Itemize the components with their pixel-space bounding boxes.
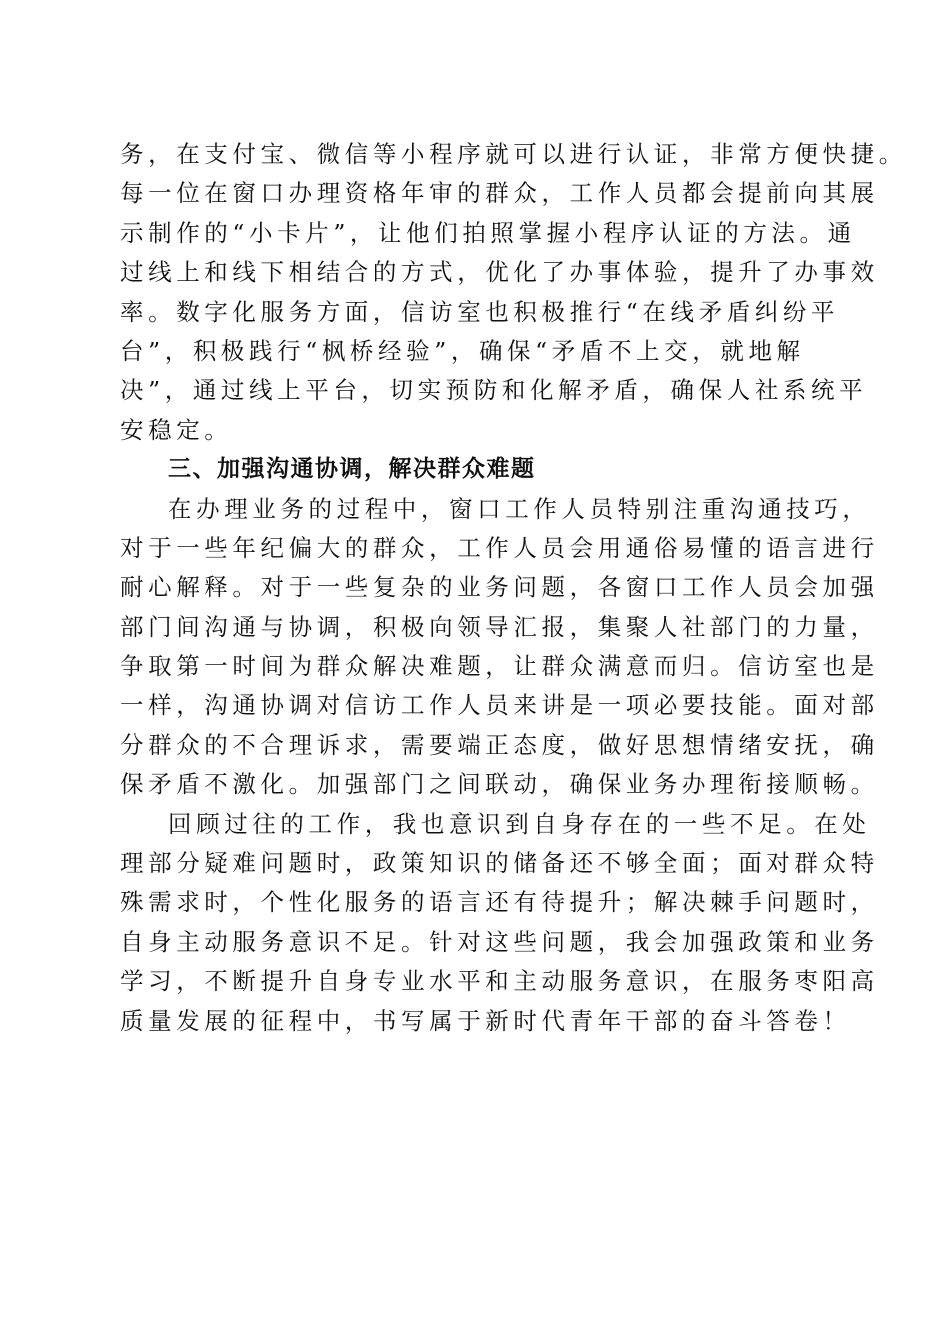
paragraph-reflection xyxy=(120,805,879,1041)
text-line: 对于一些年纪偏大的群众，工作人员会用通俗易懂的语言进行 xyxy=(120,533,879,562)
text-line: 争取第一时间为群众解决难题，让群众满意而归。信访室也是 xyxy=(120,652,879,681)
text-line: 理部分疑难问题时，政策知识的储备还不够全面；面对群众特 xyxy=(120,849,879,878)
text-line: 决”，通过线上平台，切实预防和化解矛盾，确保人社系统平 xyxy=(120,376,868,405)
text-line: 学习，不断提升自身专业水平和主动服务意识，在服务枣阳高 xyxy=(120,967,879,996)
text-line: 分群众的不合理诉求，需要端正态度，做好思想情绪安抚，确 xyxy=(120,730,879,759)
text-line: 保矛盾不激化。加强部门之间联动，确保业务办理衔接顺畅。 xyxy=(120,770,879,799)
text-line: 在办理业务的过程中，窗口工作人员特别注重沟通技巧， xyxy=(168,494,871,523)
text-line: 殊需求时，个性化服务的语言还有待提升；解决棘手问题时， xyxy=(120,888,879,917)
text-line: 台”，积极践行“枫桥经验”，确保“矛盾不上交，就地解 xyxy=(120,336,805,365)
text-line: 一样，沟通协调对信访工作人员来讲是一项必要技能。面对部 xyxy=(120,691,879,720)
text-line: 率。数字化服务方面，信访室也积极推行“在线矛盾纠纷平 xyxy=(120,297,840,326)
paragraph-communication xyxy=(120,490,879,805)
text-line: 自身主动服务意识不足。针对这些问题，我会加强政策和业务 xyxy=(120,927,879,956)
text-line: 耐心解释。对于一些复杂的业务问题，各窗口工作人员会加强 xyxy=(120,573,879,602)
text-line: 示制作的“小卡片”，让他们拍照掌握小程序认证的方法。通 xyxy=(120,218,856,247)
text-line: 安稳定。 xyxy=(120,415,233,444)
text-line: 每一位在窗口办理资格年审的群众，工作人员都会提前向其展 xyxy=(120,179,879,208)
text-line: 部门间沟通与协调，积极向领导汇报，集聚人社部门的力量， xyxy=(120,612,879,641)
text-line: 质量发展的征程中，书写属于新时代青年干部的奋斗答卷！ xyxy=(120,1006,851,1035)
text-line: 过线上和线下相结合的方式，优化了办事体验，提升了办事效 xyxy=(120,258,879,287)
paragraph-continuation xyxy=(120,135,907,450)
text-line: 回顾过往的工作，我也意识到自身存在的一些不足。在处 xyxy=(168,809,871,838)
section-heading: 三、加强沟通协调，解决群众难题 xyxy=(168,456,536,483)
text-line: 务，在支付宝、微信等小程序就可以进行认证，非常方便快捷。 xyxy=(120,140,907,168)
document-body xyxy=(120,135,907,1041)
